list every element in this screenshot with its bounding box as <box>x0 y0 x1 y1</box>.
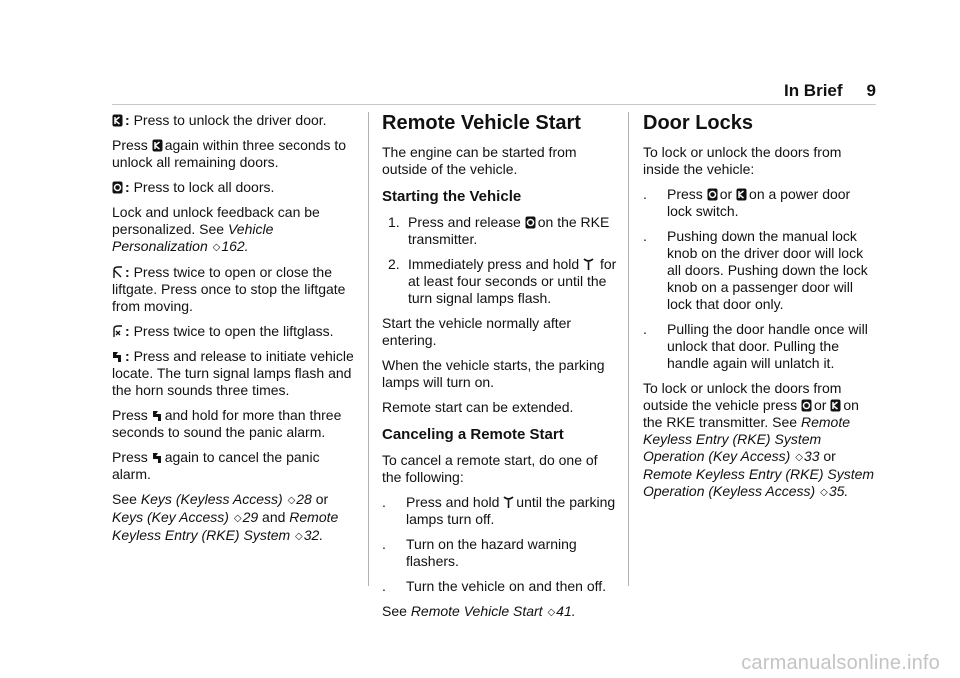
cancel-option-2: . Turn on the hazard warning flashers. <box>382 536 577 569</box>
starting-heading: Starting the Vehicle <box>382 188 522 205</box>
vehicle-locate-paragraph: : Press and release to initiate vehicle locate. The turn signal lamps flash and the horn sounds three times. <box>112 348 354 398</box>
lock-icon <box>525 216 536 229</box>
rke-key-access-link[interactable]: Remote Keyless Entry (RKE) System Operation (Key Access) <box>643 414 850 464</box>
lock-icon <box>112 181 123 194</box>
cancel-heading: Canceling a Remote Start <box>382 426 564 443</box>
see-also-paragraph: See Keys (Keyless Access) ◇28 or Keys (Key Access) ◇29 and Remote Keyless Entry (RKE) System ◇32. <box>112 491 339 543</box>
liftglass-icon <box>112 325 123 338</box>
door-locks-heading: Door Locks <box>643 112 754 134</box>
watermark: carmanualsonline.info <box>741 652 940 674</box>
unlock-icon <box>112 114 123 127</box>
inside-intro: To lock or unlock the doors from inside the vehicle: <box>643 144 842 177</box>
remote-start-heading: Remote Vehicle Start <box>382 112 581 134</box>
page-number: 9 <box>866 81 876 100</box>
unlock-paragraph: : Press to unlock the driver door. <box>112 112 358 129</box>
page-reference-icon: ◇ <box>795 452 803 463</box>
inside-option-3: . Pulling the door handle once will unlock that door. Pulling the handle again will unlatch it. <box>643 321 868 371</box>
parking-lamps-paragraph: When the vehicle starts, the parking lamps will turn on. <box>382 357 605 390</box>
vehicle-locate-panic-icon <box>152 409 163 422</box>
unlock-again-paragraph: Press again within three seconds to unlock all remaining doors. <box>112 137 347 170</box>
cancel-intro: To cancel a remote start, do one of the following: <box>382 452 598 485</box>
page-reference-icon: ◇ <box>820 487 828 498</box>
start-normally-paragraph: Start the vehicle normally after entering. <box>382 315 572 348</box>
column-rke-buttons <box>112 112 358 553</box>
header-divider <box>112 104 876 105</box>
vehicle-personalization-link[interactable]: Vehicle Personalization <box>112 221 274 254</box>
column-divider-1 <box>368 112 369 586</box>
page-reference-icon: ◇ <box>295 531 303 542</box>
inside-option-1: . Press or on a power door lock switch. <box>643 186 851 219</box>
column-remote-start <box>382 112 618 629</box>
liftglass-paragraph: : Press twice to open the liftglass. <box>112 323 358 340</box>
inside-option-2: . Pushing down the manual lock knob on the driver door will lock all doors. Pushing down the lock knob on a passenger door will lock that door only. <box>643 228 868 312</box>
keys-key-access-link[interactable]: Keys (Key Access) <box>112 509 229 525</box>
panic-paragraph: Press and hold for more than three seconds to sound the panic alarm. <box>112 407 342 440</box>
cancel-option-3: . Turn the vehicle on and then off. <box>382 578 607 594</box>
vehicle-locate-panic-icon <box>112 350 123 363</box>
page-header <box>784 82 876 99</box>
page-reference-icon: ◇ <box>233 513 242 524</box>
column-divider-2 <box>628 112 629 586</box>
remote-start-see-also: See Remote Vehicle Start ◇41. <box>382 603 576 619</box>
page-reference-icon: ◇ <box>287 495 296 506</box>
remote-start-icon <box>583 258 594 271</box>
section-title: In Brief <box>783 81 843 100</box>
lock-icon <box>801 399 812 412</box>
extended-paragraph: Remote start can be extended. <box>382 399 574 415</box>
unlock-icon <box>152 139 163 152</box>
lock-icon <box>707 188 718 201</box>
remote-start-icon <box>503 496 514 509</box>
lock-paragraph: : Press to lock all doors. <box>112 179 358 196</box>
remote-start-intro: The engine can be started from outside of the vehicle. <box>382 144 577 177</box>
outside-paragraph: To lock or unlock the doors from outside the vehicle press or on the RKE transmitter. See Remote Keyless Entry (RKE) System Operation (Key Access) ◇33 or Remote Keyless Entry (RKE) System Operation (Keyless Access) ◇35. <box>643 380 875 499</box>
liftgate-paragraph: : Press twice to open or close the liftgate. Press once to stop the liftgate from moving. <box>112 264 346 314</box>
cancel-option-1: . Press and hold until the parking lamps turn off. <box>382 494 616 527</box>
rke-keyless-access-link[interactable]: Remote Keyless Entry (RKE) System Operation (Keyless Access) <box>643 466 875 499</box>
column-door-locks <box>643 112 875 509</box>
start-step-1: 1. Press and release on the RKE transmitter. <box>388 214 610 247</box>
remote-vehicle-start-link[interactable]: Remote Vehicle Start <box>410 603 543 619</box>
start-step-2: 2. Immediately press and hold for at least four seconds or until the turn signal lamps flash. <box>388 256 617 306</box>
feedback-paragraph: Lock and unlock feedback can be personalized. See Vehicle Personalization ◇162. <box>112 204 320 254</box>
keys-keyless-access-link[interactable]: Keys (Keyless Access) <box>140 491 283 507</box>
cancel-panic-paragraph: Press again to cancel the panic alarm. <box>112 449 320 482</box>
rke-system-link[interactable]: Remote Keyless Entry (RKE) System <box>112 509 339 543</box>
unlock-icon <box>736 188 747 201</box>
page-reference-icon: ◇ <box>212 242 221 253</box>
unlock-icon <box>830 399 841 412</box>
page-reference-icon: ◇ <box>547 607 556 618</box>
liftgate-icon <box>112 266 123 279</box>
vehicle-locate-panic-icon <box>152 451 163 464</box>
